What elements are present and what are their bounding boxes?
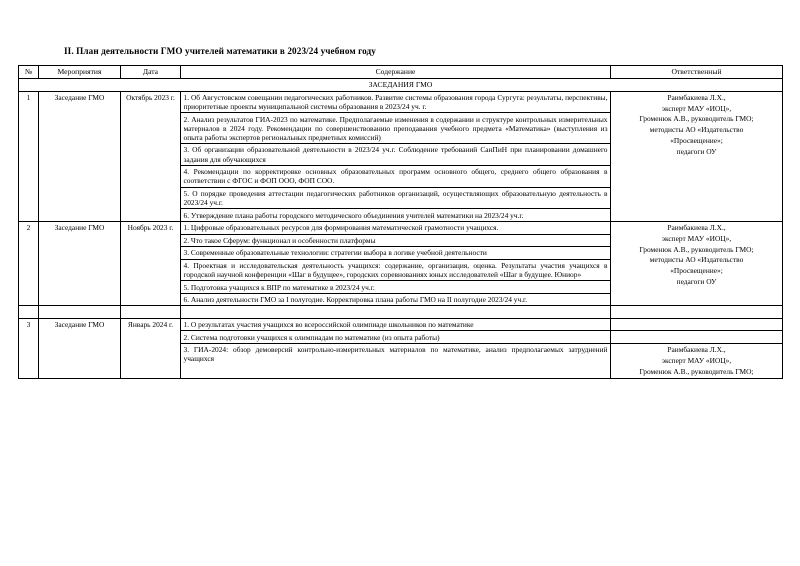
content-item: 1. О результатах участия учащихся во всероссийской олимпиаде школьников по математике <box>181 318 611 331</box>
row-event: Заседание ГМО <box>39 318 121 379</box>
column-header-event: Мероприятия <box>39 66 121 79</box>
row-number: 2 <box>19 221 39 305</box>
content-item: 2. Система подготовки учащихся к олимпиадам по математике (из опыта работы) <box>181 331 611 344</box>
activity-plan-table <box>18 65 783 379</box>
spacer-cell <box>181 306 611 318</box>
spacer-cell <box>121 306 181 318</box>
content-item: 5. Подготовка учащихся к ВПР по математике в 2023/24 уч.г. <box>181 281 611 294</box>
page-title: II. План деятельности ГМО учителей математики в 2023/24 учебном году <box>64 46 376 56</box>
table-body <box>19 78 783 379</box>
responsible-line: Раимбакиева Л.Х., <box>667 223 726 233</box>
row-responsible <box>611 343 783 379</box>
content-item: 3. Об организации образовательной деятельности в 2023/24 уч.г. Соблюдение требований СанПиН при планировании домашнего задания для обучающихся <box>181 144 611 166</box>
responsible-line: Громенюк А.В., руководитель ГМО; <box>639 366 754 376</box>
responsible-line: методисты АО «Издательство <box>649 125 744 135</box>
table-row <box>19 318 783 331</box>
responsible-line: методисты АО «Издательство <box>649 255 744 265</box>
content-item: 4. Проектная и исследовательская деятельность учащихся: содержание, организация, оценка. Результаты участия учащихся в городской научной конференции «Шаг в будущее», городских соревнованиях юных исследователей «Шаг в будущее. Юниор» <box>181 259 611 281</box>
row-event: Заседание ГМО <box>39 221 121 305</box>
column-header-content: Содержание <box>181 66 611 79</box>
responsible-line: Раимбакиева Л.Х., <box>667 345 726 355</box>
responsible-line: эксперт МАУ «ИОЦ», <box>661 355 732 365</box>
responsible-line: эксперт МАУ «ИОЦ», <box>661 233 732 243</box>
table-header-row <box>19 66 783 79</box>
row-date: Октябрь 2023 г. <box>121 91 181 221</box>
responsible-line: педагоги ОУ <box>676 276 717 286</box>
spacer-row <box>19 306 783 318</box>
responsible-line: Громенюк А.В., руководитель ГМО; <box>639 114 754 124</box>
responsible-line: эксперт МАУ «ИОЦ», <box>661 103 732 113</box>
row-responsible-empty <box>611 318 783 331</box>
row-date: Ноябрь 2023 г. <box>121 221 181 305</box>
content-item: 2. Анализ результатов ГИА-2023 по математике. Предполагаемые изменения в содержании и структуре контрольных измерительных материалов в 2024 году. Рекомендации по совершенствованию преподавания учебного предмета «Математика» (выступления из опыта работы экспертов региональных предметных комиссий) <box>181 113 611 144</box>
row-number: 3 <box>19 318 39 379</box>
content-item: 6. Анализ деятельности ГМО за I полугодие. Корректировка плана работы ГМО на II полугодие 2023/24 уч.г. <box>181 293 611 306</box>
row-responsible <box>611 91 783 221</box>
section-band-row <box>19 78 783 91</box>
column-header-responsible: Ответственный <box>611 66 783 79</box>
content-item: 6. Утверждение плана работы городского методического объединения учителей математики на 2023/24 уч.г. <box>181 209 611 222</box>
content-item: 3. Современные образовательные технологии: стратегии выбора в логике учебной деятельности <box>181 247 611 260</box>
content-item: 1. Цифровые образовательных ресурсов для формирования математической грамотности учащихся. <box>181 221 611 234</box>
row-event: Заседание ГМО <box>39 91 121 221</box>
responsible-line: Громенюк А.В., руководитель ГМО; <box>639 244 754 254</box>
content-item: 2. Что такое Сферум: функционал и особенности платформы <box>181 234 611 247</box>
section-band-label: ЗАСЕДАНИЯ ГМО <box>19 78 783 91</box>
content-item: 5. О порядке проведения аттестации педагогических работников организаций, осуществляющих образовательную деятельность в 2023/24 уч.г. <box>181 187 611 209</box>
row-responsible-empty <box>611 331 783 344</box>
content-item: 4. Рекомендации по корректировке основных образовательных программ основного общего, среднего общего образования в соответствии с ФГОС и ФОП ООО, ФОП СОО. <box>181 166 611 188</box>
responsible-line: «Просвещение»; <box>670 135 723 145</box>
column-header-num: № <box>19 66 39 79</box>
table-row <box>19 91 783 113</box>
column-header-date: Дата <box>121 66 181 79</box>
row-number: 1 <box>19 91 39 221</box>
table-header <box>19 66 783 79</box>
spacer-cell <box>39 306 121 318</box>
spacer-cell <box>19 306 39 318</box>
row-responsible <box>611 221 783 305</box>
content-item: 1. Об Августовском совещании педагогических работников. Развитие системы образования города Сургута: результаты, перспективы, приоритетные проекты муниципальной системы образования в 2023/24 уч. г. <box>181 91 611 113</box>
responsible-line: педагоги ОУ <box>676 146 717 156</box>
content-item: 3. ГИА-2024: обзор демоверсий контрольно-измерительных материалов по математике, анализ предполагаемых затруднений учащихся <box>181 343 611 379</box>
spacer-cell <box>611 306 783 318</box>
table-row <box>19 221 783 234</box>
responsible-line: «Просвещение»; <box>670 266 723 276</box>
responsible-line: Раимбакиева Л.Х., <box>667 92 726 102</box>
row-date: Январь 2024 г. <box>121 318 181 379</box>
